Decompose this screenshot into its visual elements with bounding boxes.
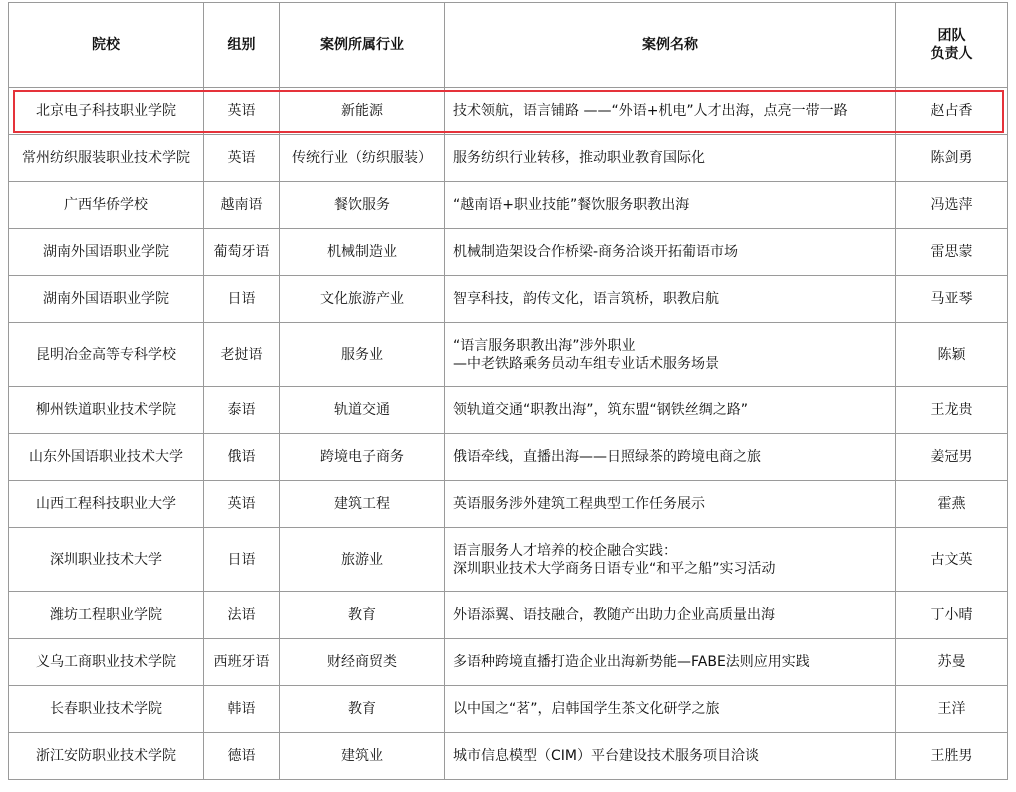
table-row [9, 88, 1008, 135]
header-school: 院校 [9, 3, 204, 88]
header-case-name: 案例名称 [445, 3, 896, 88]
table-row [9, 135, 1008, 182]
industry-cell: 餐饮服务 [280, 182, 445, 229]
case-name-line: 深圳职业技术大学商务日语专业“和平之船”实习活动 [453, 560, 776, 577]
group-cell: 韩语 [204, 686, 280, 733]
header-group: 组别 [204, 3, 280, 88]
case-name-line: 城市信息模型（CIM）平台建设技术服务项目洽谈 [453, 748, 759, 764]
industry-cell: 传统行业（纺织服装） [280, 135, 445, 182]
leader-cell: 霍燕 [896, 481, 1008, 528]
header-leader-line1: 团队 [937, 28, 966, 44]
school-cell: 北京电子科技职业学院 [9, 88, 204, 135]
table-row [9, 434, 1008, 481]
case-name-line: 以中国之“茗”，启韩国学生茶文化研学之旅 [453, 701, 720, 717]
case-name-line: 领轨道交通“职教出海”，筑东盟“钢铁丝绸之路” [453, 402, 749, 418]
case-name-line: “越南语+职业技能”餐饮服务职教出海 [453, 197, 690, 213]
group-cell: 日语 [204, 528, 280, 592]
case-name-line: 英语服务涉外建筑工程典型工作任务展示 [453, 496, 705, 512]
leader-cell: 陈颖 [896, 323, 1008, 387]
group-cell: 越南语 [204, 182, 280, 229]
school-cell: 长春职业技术学院 [9, 686, 204, 733]
leader-cell: 王胜男 [896, 733, 1008, 780]
industry-cell: 建筑业 [280, 733, 445, 780]
group-cell: 西班牙语 [204, 639, 280, 686]
leader-cell: 姜冠男 [896, 434, 1008, 481]
industry-cell: 文化旅游产业 [280, 276, 445, 323]
table-row [9, 323, 1008, 387]
table-header-row [9, 3, 1008, 88]
school-cell: 柳州铁道职业技术学院 [9, 387, 204, 434]
group-cell: 德语 [204, 733, 280, 780]
table-row [9, 733, 1008, 780]
case-name-line: 语言服务人才培养的校企融合实践： [453, 542, 677, 559]
table-row [9, 686, 1008, 733]
school-cell: 湖南外国语职业学院 [9, 276, 204, 323]
group-cell: 英语 [204, 481, 280, 528]
case-name-line: —中老铁路乘务员动车组专业话术服务场景 [453, 355, 719, 372]
case-name-cell [445, 323, 896, 387]
table-row [9, 387, 1008, 434]
leader-cell: 陈剑勇 [896, 135, 1008, 182]
industry-cell: 财经商贸类 [280, 639, 445, 686]
table-row [9, 592, 1008, 639]
case-name-cell [445, 686, 896, 733]
case-name-cell [445, 229, 896, 276]
industry-cell: 轨道交通 [280, 387, 445, 434]
group-cell: 英语 [204, 88, 280, 135]
case-table [8, 2, 1008, 780]
case-name-cell [445, 639, 896, 686]
school-cell: 广西华侨学校 [9, 182, 204, 229]
leader-cell: 丁小晴 [896, 592, 1008, 639]
group-cell: 葡萄牙语 [204, 229, 280, 276]
leader-cell: 苏曼 [896, 639, 1008, 686]
header-industry: 案例所属行业 [280, 3, 445, 88]
group-cell: 法语 [204, 592, 280, 639]
school-cell: 深圳职业技术大学 [9, 528, 204, 592]
group-cell: 泰语 [204, 387, 280, 434]
table-row [9, 276, 1008, 323]
table-row [9, 182, 1008, 229]
group-cell: 日语 [204, 276, 280, 323]
case-name-cell [445, 135, 896, 182]
leader-cell: 赵占香 [896, 88, 1008, 135]
school-cell: 浙江安防职业技术学院 [9, 733, 204, 780]
group-cell: 俄语 [204, 434, 280, 481]
leader-cell: 古文英 [896, 528, 1008, 592]
case-name-line: 机械制造架设合作桥梁-商务洽谈开拓葡语市场 [453, 244, 739, 260]
case-name-line: 外语添翼、语技融合，教随产出助力企业高质量出海 [453, 607, 775, 623]
leader-cell: 王洋 [896, 686, 1008, 733]
industry-cell: 教育 [280, 686, 445, 733]
group-cell: 英语 [204, 135, 280, 182]
school-cell: 湖南外国语职业学院 [9, 229, 204, 276]
case-name-cell [445, 88, 896, 135]
case-name-cell [445, 592, 896, 639]
case-name-line: “语言服务职教出海”涉外职业 [453, 337, 636, 354]
case-name-cell [445, 276, 896, 323]
leader-cell: 冯选萍 [896, 182, 1008, 229]
school-cell: 山西工程科技职业大学 [9, 481, 204, 528]
header-leader-line2: 负责人 [930, 46, 973, 62]
table-row [9, 229, 1008, 276]
case-name-cell [445, 528, 896, 592]
case-name-cell [445, 182, 896, 229]
industry-cell: 旅游业 [280, 528, 445, 592]
industry-cell: 教育 [280, 592, 445, 639]
case-name-cell [445, 387, 896, 434]
industry-cell: 建筑工程 [280, 481, 445, 528]
case-name-cell [445, 733, 896, 780]
case-name-cell [445, 481, 896, 528]
school-cell: 山东外国语职业技术大学 [9, 434, 204, 481]
case-name-line: 智享科技，韵传文化，语言筑桥，职教启航 [453, 291, 719, 307]
case-name-line: 俄语牵线，直播出海——日照绿茶的跨境电商之旅 [453, 449, 761, 465]
table-row [9, 639, 1008, 686]
leader-cell: 王龙贵 [896, 387, 1008, 434]
leader-cell: 雷思蒙 [896, 229, 1008, 276]
school-cell: 昆明冶金高等专科学校 [9, 323, 204, 387]
header-team-leader [896, 3, 1008, 88]
case-name-line: 多语种跨境直播打造企业出海新势能—FABE法则应用实践 [453, 654, 810, 670]
industry-cell: 新能源 [280, 88, 445, 135]
school-cell: 潍坊工程职业学院 [9, 592, 204, 639]
industry-cell: 服务业 [280, 323, 445, 387]
leader-cell: 马亚琴 [896, 276, 1008, 323]
school-cell: 常州纺织服装职业技术学院 [9, 135, 204, 182]
industry-cell: 机械制造业 [280, 229, 445, 276]
group-cell: 老挝语 [204, 323, 280, 387]
case-name-line: 服务纺织行业转移，推动职业教育国际化 [453, 150, 705, 166]
case-name-line: 技术领航，语言铺路 ——“外语+机电”人才出海，点亮一带一路 [453, 103, 848, 119]
industry-cell: 跨境电子商务 [280, 434, 445, 481]
table-row [9, 528, 1008, 592]
school-cell: 义乌工商职业技术学院 [9, 639, 204, 686]
table-row [9, 481, 1008, 528]
case-name-cell [445, 434, 896, 481]
